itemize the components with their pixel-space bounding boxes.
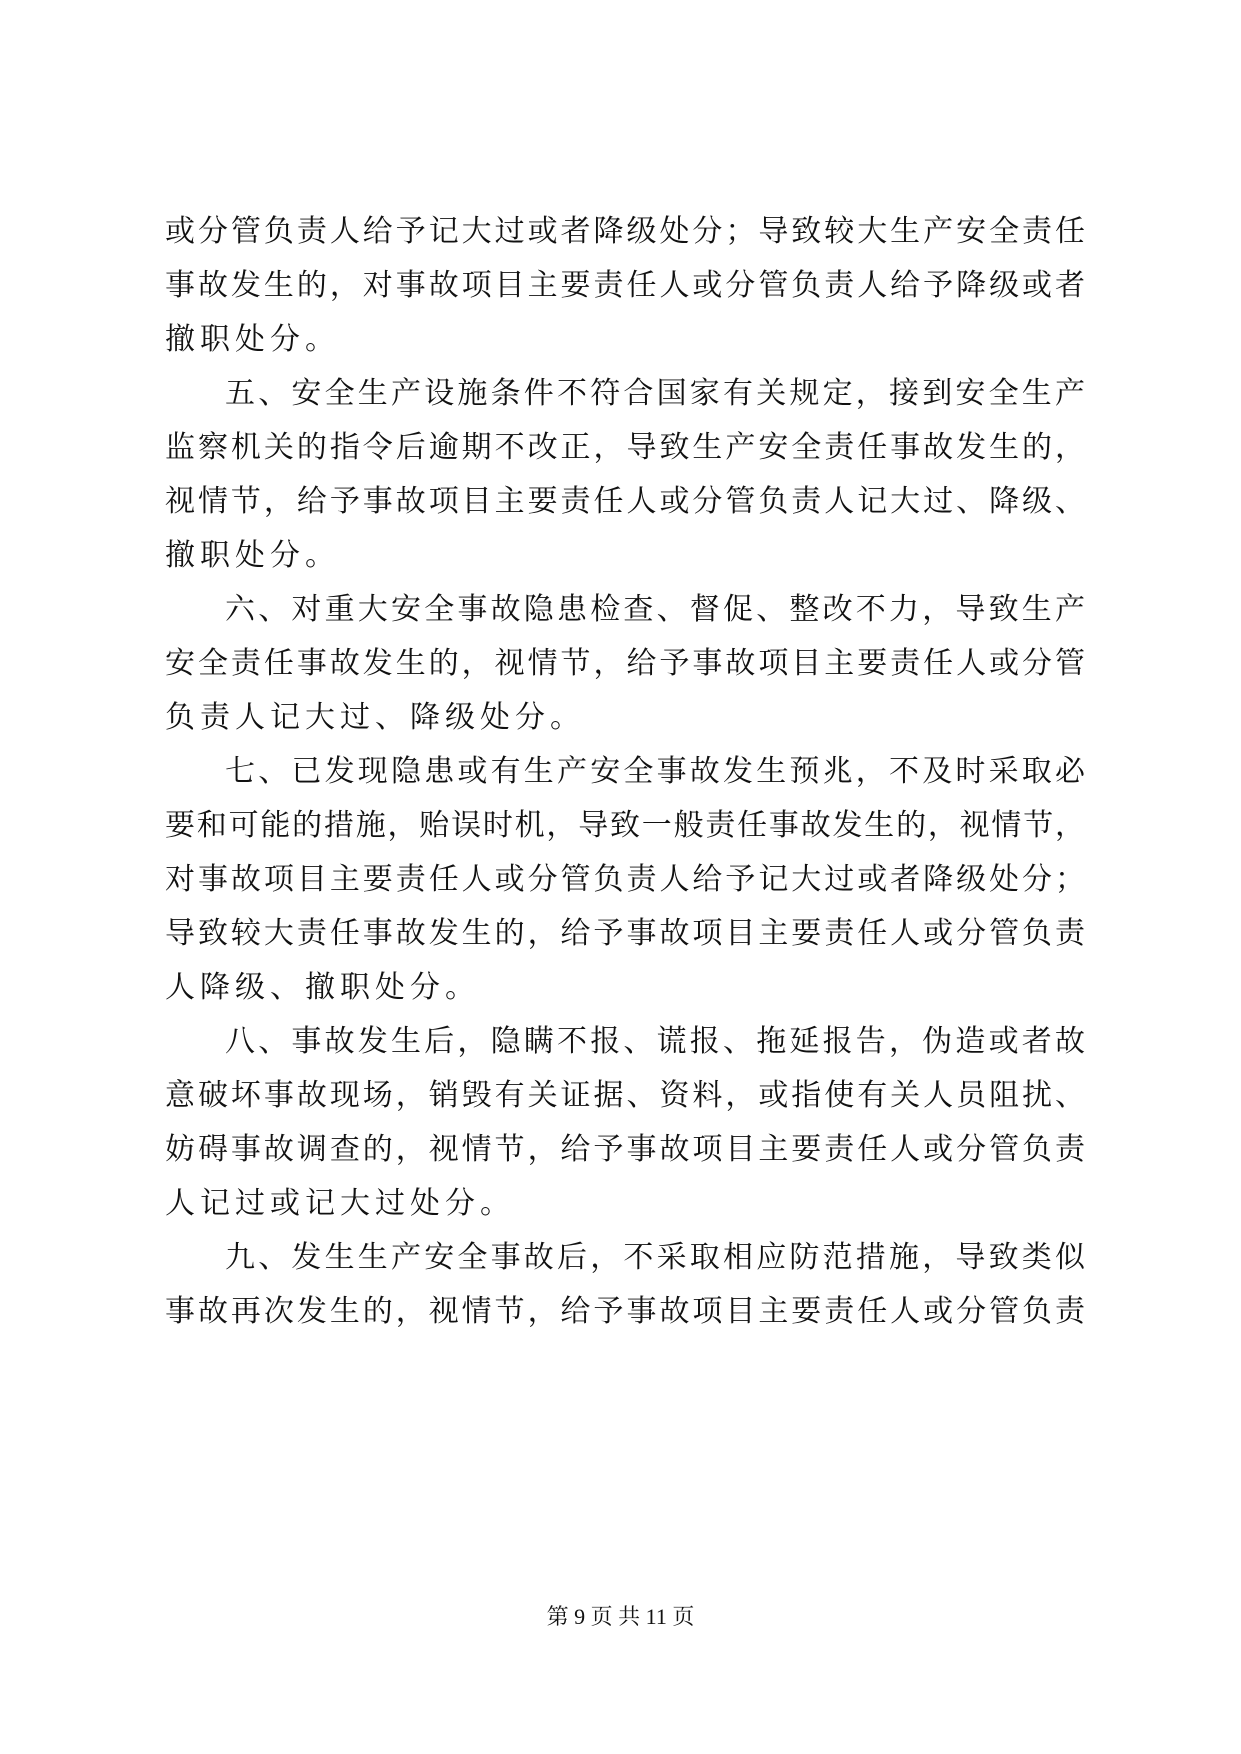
text-line: 撤职处分。 [165, 322, 340, 357]
text-line: 视情节，给予事故项目主要责任人或分管负责人记大过、降级、 [165, 484, 1085, 519]
text-line: 九、发生生产安全事故后，不采取相应防范措施，导致类似 [225, 1240, 1085, 1275]
text-line: 撤职处分。 [165, 538, 340, 573]
text-line: 或分管负责人给予记大过或者降级处分；导致较大生产安全责任 [165, 214, 1085, 249]
text-line: 意破坏事故现场，销毁有关证据、资料，或指使有关人员阻扰、 [165, 1078, 1085, 1113]
text-line: 要和可能的措施，贻误时机，导致一般责任事故发生的，视情节， [165, 808, 1085, 843]
text-line: 事故发生的，对事故项目主要责任人或分管负责人给予降级或者 [165, 268, 1085, 303]
text-line: 六、对重大安全事故隐患检查、督促、整改不力，导致生产 [225, 592, 1085, 627]
text-line: 人记过或记大过处分。 [165, 1186, 515, 1221]
text-line: 事故再次发生的，视情节，给予事故项目主要责任人或分管负责 [165, 1294, 1085, 1329]
text-line: 八、事故发生后，隐瞒不报、谎报、拖延报告，伪造或者故 [225, 1024, 1085, 1059]
text-line: 对事故项目主要责任人或分管负责人给予记大过或者降级处分； [165, 862, 1085, 897]
text-line: 五、安全生产设施条件不符合国家有关规定，接到安全生产 [225, 376, 1085, 411]
text-line: 七、已发现隐患或有生产安全事故发生预兆，不及时采取必 [225, 754, 1085, 789]
text-line: 负责人记大过、降级处分。 [165, 700, 585, 735]
page-number-footer: 第 9 页 共 11 页 [546, 1604, 695, 1629]
text-line: 妨碍事故调查的，视情节，给予事故项目主要责任人或分管负责 [165, 1132, 1085, 1167]
text-line: 导致较大责任事故发生的，给予事故项目主要责任人或分管负责 [165, 916, 1085, 951]
text-line: 监察机关的指令后逾期不改正，导致生产安全责任事故发生的， [165, 430, 1085, 465]
text-line: 人降级、撤职处分。 [165, 970, 480, 1005]
text-line: 安全责任事故发生的，视情节，给予事故项目主要责任人或分管 [165, 646, 1085, 681]
